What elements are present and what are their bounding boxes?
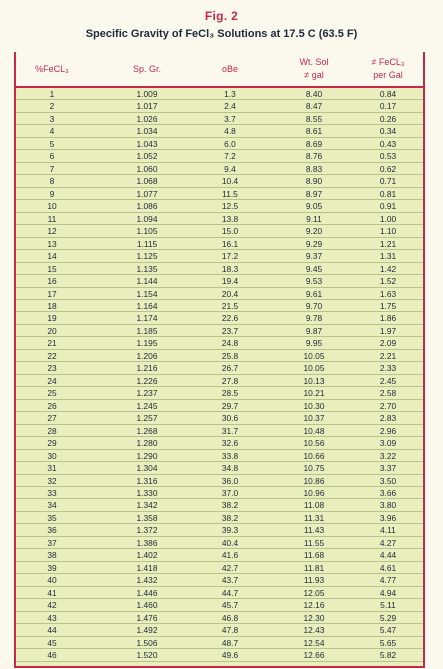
- table-row: [16, 200, 423, 212]
- cell-fecl3-per-gal: 0.53: [379, 151, 397, 162]
- table-row: [16, 225, 423, 237]
- cell-wt-sol: 8.76: [305, 151, 323, 162]
- data-table: [14, 52, 425, 668]
- cell-sp-gr: 1.174: [136, 313, 158, 324]
- cell-obe: 45.7: [221, 600, 239, 611]
- cell-fecl3-per-gal: 1.86: [379, 313, 397, 324]
- table-row: [16, 275, 423, 287]
- table-row: [16, 624, 423, 636]
- header-wt-sol: [284, 52, 344, 86]
- cell-sp-gr: 1.386: [136, 537, 158, 548]
- cell-fecl3: 3: [49, 113, 55, 124]
- table-row: [16, 649, 423, 661]
- cell-obe: 37.0: [221, 488, 239, 498]
- cell-wt-sol: 9.78: [305, 313, 323, 324]
- cell-wt-sol: 10.13: [303, 375, 325, 386]
- cell-sp-gr: 1.316: [136, 475, 158, 486]
- header-fecl3-label: %FeCL₃: [35, 64, 69, 74]
- table-row: [16, 387, 423, 399]
- cell-fecl3-per-gal: 5.82: [379, 650, 397, 661]
- cell-fecl3-per-gal: 4.44: [379, 550, 397, 561]
- cell-fecl3: 10: [47, 201, 57, 212]
- cell-obe: 46.8: [221, 612, 239, 623]
- cell-fecl3-per-gal: 1.63: [379, 288, 397, 299]
- table-row: [16, 163, 423, 175]
- cell-fecl3-per-gal: 2.83: [379, 413, 397, 424]
- table-row: [16, 574, 423, 586]
- table-row: [16, 637, 423, 649]
- cell-fecl3: 34: [47, 500, 57, 511]
- cell-wt-sol: 8.90: [305, 176, 323, 187]
- cell-fecl3-per-gal: 3.50: [379, 475, 397, 486]
- cell-fecl3-per-gal: 1.00: [379, 213, 397, 224]
- cell-fecl3: 22: [47, 350, 57, 361]
- cell-sp-gr: 1.492: [136, 625, 158, 636]
- cell-sp-gr: 1.402: [136, 550, 158, 561]
- cell-obe: 22.6: [221, 313, 239, 324]
- cell-fecl3: 9: [49, 188, 55, 199]
- cell-fecl3: 14: [47, 251, 57, 262]
- cell-wt-sol: 11.08: [303, 500, 325, 511]
- cell-obe: 23.7: [221, 325, 239, 336]
- cell-sp-gr: 1.237: [136, 388, 158, 399]
- cell-obe: 19.4: [221, 276, 239, 287]
- cell-sp-gr: 1.342: [136, 500, 158, 511]
- table-row: [16, 213, 423, 225]
- cell-fecl3-per-gal: 0.17: [379, 101, 397, 112]
- header-sp-gr-label: Sp. Gr.: [132, 64, 161, 74]
- cell-fecl3: 43: [47, 612, 57, 623]
- header-fecl3: [16, 52, 88, 86]
- cell-obe: 9.4: [224, 163, 236, 174]
- cell-fecl3-per-gal: 3.37: [379, 463, 397, 474]
- table-row: [16, 337, 423, 349]
- row-divider: [16, 661, 423, 662]
- cell-fecl3: 11: [47, 213, 57, 224]
- cell-obe: 24.8: [221, 338, 239, 349]
- cell-sp-gr: 1.216: [136, 363, 158, 374]
- cell-fecl3: 38: [47, 550, 57, 561]
- table-row: [16, 238, 423, 250]
- cell-sp-gr: 1.086: [136, 201, 158, 212]
- cell-obe: 31.7: [221, 425, 239, 436]
- cell-fecl3: 36: [47, 525, 57, 536]
- cell-fecl3: 41: [47, 587, 57, 598]
- table-row: [16, 300, 423, 312]
- cell-sp-gr: 1.418: [136, 562, 158, 573]
- table-row: [16, 250, 423, 262]
- cell-fecl3: 4: [49, 126, 55, 137]
- cell-wt-sol: 10.37: [303, 413, 325, 424]
- cell-obe: 25.8: [221, 350, 239, 361]
- cell-wt-sol: 10.21: [303, 388, 325, 399]
- cell-fecl3-per-gal: 2.21: [379, 350, 397, 361]
- cell-fecl3-per-gal: 0.26: [379, 113, 397, 124]
- cell-wt-sol: 11.68: [303, 550, 325, 561]
- cell-sp-gr: 1.372: [136, 525, 158, 536]
- table-row: [16, 113, 423, 125]
- cell-wt-sol: 9.29: [305, 238, 323, 249]
- cell-sp-gr: 1.280: [136, 438, 158, 449]
- table-row: [16, 350, 423, 362]
- cell-obe: 6.0: [224, 138, 236, 149]
- header-wt-sol-line1: Wt. Sol: [299, 57, 329, 67]
- cell-fecl3-per-gal: 0.34: [379, 126, 397, 137]
- cell-fecl3: 32: [47, 475, 57, 486]
- cell-wt-sol: 12.30: [303, 612, 325, 623]
- cell-wt-sol: 10.05: [303, 350, 325, 361]
- cell-fecl3: 28: [47, 425, 57, 436]
- cell-wt-sol: 9.87: [305, 325, 323, 336]
- cell-fecl3-per-gal: 1.21: [379, 238, 397, 249]
- table-row: [16, 587, 423, 599]
- table-row: [16, 462, 423, 474]
- cell-obe: 42.7: [221, 562, 239, 573]
- table-row: [16, 537, 423, 549]
- cell-fecl3-per-gal: 1.75: [379, 300, 397, 311]
- table-row: [16, 599, 423, 611]
- table-row: [16, 100, 423, 112]
- cell-sp-gr: 1.115: [136, 238, 158, 249]
- cell-obe: 17.2: [221, 251, 239, 262]
- cell-fecl3: 23: [47, 363, 57, 374]
- cell-fecl3: 27: [47, 413, 57, 424]
- cell-sp-gr: 1.077: [136, 188, 158, 199]
- cell-sp-gr: 1.060: [136, 163, 158, 174]
- cell-wt-sol: 8.97: [305, 188, 323, 199]
- cell-wt-sol: 9.37: [305, 251, 323, 262]
- cell-fecl3: 19: [47, 313, 57, 324]
- cell-obe: 34.8: [221, 463, 239, 474]
- cell-fecl3: 12: [47, 226, 57, 237]
- table-row: [16, 375, 423, 387]
- cell-fecl3: 5: [49, 138, 55, 149]
- cell-sp-gr: 1.358: [136, 512, 158, 523]
- table-row: [16, 88, 423, 100]
- header-fecl3-per-gal-line2: per Gal: [373, 70, 403, 80]
- cell-fecl3: 37: [47, 537, 57, 548]
- cell-obe: 26.7: [221, 363, 239, 374]
- cell-fecl3-per-gal: 3.80: [379, 500, 397, 511]
- table-row: [16, 450, 423, 462]
- table-row: [16, 175, 423, 187]
- cell-obe: 40.4: [221, 537, 239, 548]
- cell-fecl3: 26: [47, 400, 57, 411]
- cell-sp-gr: 1.268: [136, 425, 158, 436]
- cell-sp-gr: 1.304: [136, 463, 158, 474]
- cell-fecl3: 17: [47, 288, 57, 299]
- cell-fecl3: 15: [47, 263, 57, 274]
- cell-fecl3-per-gal: 2.96: [379, 425, 397, 436]
- cell-fecl3-per-gal: 4.27: [379, 537, 397, 548]
- cell-fecl3-per-gal: 3.96: [379, 512, 397, 523]
- table-row: [16, 512, 423, 524]
- cell-fecl3-per-gal: 2.70: [379, 400, 397, 411]
- header-fecl3-per-gal: [353, 52, 423, 86]
- cell-obe: 12.5: [221, 201, 239, 212]
- cell-fecl3-per-gal: 2.09: [379, 338, 397, 349]
- cell-sp-gr: 1.068: [136, 176, 158, 187]
- cell-obe: 18.3: [221, 263, 239, 274]
- cell-obe: 39.3: [221, 525, 239, 536]
- cell-wt-sol: 9.05: [305, 201, 323, 212]
- cell-wt-sol: 9.53: [305, 276, 323, 287]
- cell-wt-sol: 10.05: [303, 363, 325, 374]
- cell-wt-sol: 10.75: [303, 463, 325, 474]
- cell-fecl3: 39: [47, 562, 57, 573]
- cell-fecl3: 44: [47, 625, 57, 636]
- cell-fecl3: 42: [47, 600, 57, 611]
- cell-fecl3-per-gal: 4.77: [379, 575, 397, 586]
- cell-fecl3-per-gal: 0.62: [379, 163, 397, 174]
- header-wt-sol-line2: ≠ gal: [304, 70, 324, 80]
- cell-sp-gr: 1.135: [136, 263, 158, 274]
- cell-fecl3: 25: [47, 388, 57, 399]
- cell-obe: 10.4: [221, 176, 239, 187]
- cell-fecl3-per-gal: 1.52: [379, 276, 397, 287]
- cell-obe: 43.7: [221, 575, 239, 586]
- cell-wt-sol: 9.95: [305, 338, 323, 349]
- cell-sp-gr: 1.052: [136, 151, 158, 162]
- cell-fecl3: 29: [47, 438, 57, 449]
- cell-wt-sol: 10.96: [303, 488, 325, 498]
- cell-sp-gr: 1.094: [136, 213, 158, 224]
- cell-sp-gr: 1.476: [136, 612, 158, 623]
- cell-fecl3-per-gal: 4.61: [379, 562, 397, 573]
- cell-sp-gr: 1.257: [136, 413, 158, 424]
- cell-wt-sol: 12.54: [303, 637, 325, 648]
- cell-obe: 16.1: [221, 238, 239, 249]
- cell-sp-gr: 1.506: [136, 637, 158, 648]
- cell-wt-sol: 11.43: [303, 525, 325, 536]
- figure-label: Fig. 2: [204, 9, 239, 23]
- cell-wt-sol: 10.86: [303, 475, 325, 486]
- cell-wt-sol: 9.70: [305, 300, 323, 311]
- cell-sp-gr: 1.017: [136, 101, 158, 112]
- cell-fecl3: 33: [47, 488, 57, 498]
- cell-wt-sol: 9.45: [305, 263, 323, 274]
- cell-obe: 13.8: [221, 213, 239, 224]
- cell-sp-gr: 1.245: [136, 400, 158, 411]
- cell-obe: 41.6: [221, 550, 239, 561]
- cell-sp-gr: 1.290: [136, 450, 158, 461]
- cell-sp-gr: 1.206: [136, 350, 158, 361]
- cell-fecl3: 1: [49, 89, 55, 99]
- cell-fecl3: 40: [47, 575, 57, 586]
- cell-sp-gr: 1.026: [136, 113, 158, 124]
- cell-obe: 3.7: [224, 113, 236, 124]
- cell-fecl3: 18: [47, 300, 57, 311]
- table-row: [16, 612, 423, 624]
- cell-fecl3: 13: [47, 238, 57, 249]
- table-row: [16, 362, 423, 374]
- cell-wt-sol: 9.61: [305, 288, 323, 299]
- table-row: [16, 425, 423, 437]
- cell-fecl3-per-gal: 0.84: [379, 89, 397, 99]
- cell-obe: 21.5: [221, 300, 239, 311]
- cell-fecl3-per-gal: 5.11: [380, 600, 396, 611]
- figure-title: Specific Gravity of FeCl₃ Solutions at 17.5 C (63.5 F): [85, 28, 358, 40]
- cell-fecl3-per-gal: 0.81: [379, 188, 397, 199]
- cell-fecl3: 35: [47, 512, 57, 523]
- table-row: [16, 400, 423, 412]
- cell-wt-sol: 11.31: [303, 512, 325, 523]
- header-obe: [199, 52, 261, 86]
- cell-fecl3: 8: [49, 176, 55, 187]
- cell-fecl3-per-gal: 3.66: [379, 488, 397, 498]
- cell-fecl3-per-gal: 1.31: [379, 251, 397, 262]
- cell-wt-sol: 11.55: [303, 537, 325, 548]
- cell-wt-sol: 9.20: [305, 226, 323, 237]
- cell-obe: 7.2: [224, 151, 236, 162]
- cell-obe: 32.6: [221, 438, 239, 449]
- cell-obe: 29.7: [221, 400, 239, 411]
- cell-sp-gr: 1.520: [136, 650, 158, 661]
- table-row: [16, 288, 423, 300]
- table-row: [16, 263, 423, 275]
- cell-wt-sol: 12.66: [303, 650, 325, 661]
- cell-wt-sol: 8.40: [305, 89, 323, 99]
- cell-fecl3: 16: [47, 276, 57, 287]
- cell-wt-sol: 9.11: [306, 213, 322, 224]
- cell-fecl3: 2: [49, 101, 55, 112]
- cell-wt-sol: 11.81: [303, 562, 325, 573]
- cell-sp-gr: 1.164: [136, 300, 158, 311]
- cell-wt-sol: 10.30: [303, 400, 325, 411]
- cell-obe: 15.0: [221, 226, 239, 237]
- cell-fecl3: 30: [47, 450, 57, 461]
- cell-fecl3-per-gal: 1.97: [379, 325, 397, 336]
- cell-sp-gr: 1.125: [136, 251, 158, 262]
- cell-obe: 11.5: [222, 188, 238, 199]
- cell-fecl3-per-gal: 4.94: [379, 587, 397, 598]
- table-row: [16, 562, 423, 574]
- cell-wt-sol: 12.05: [303, 587, 325, 598]
- table-body: [16, 88, 423, 662]
- cell-fecl3-per-gal: 5.47: [379, 625, 397, 636]
- cell-sp-gr: 1.195: [136, 338, 158, 349]
- cell-fecl3-per-gal: 5.29: [379, 612, 397, 623]
- table-row: [16, 549, 423, 561]
- table-header: [16, 52, 423, 88]
- cell-fecl3-per-gal: 5.65: [379, 637, 397, 648]
- cell-wt-sol: 8.69: [305, 138, 323, 149]
- cell-fecl3: 46: [47, 650, 57, 661]
- cell-sp-gr: 1.105: [136, 226, 158, 237]
- cell-wt-sol: 8.55: [305, 113, 323, 124]
- cell-obe: 4.8: [224, 126, 236, 137]
- cell-obe: 38.2: [221, 512, 239, 523]
- cell-wt-sol: 11.93: [303, 575, 325, 586]
- cell-fecl3: 20: [47, 325, 57, 336]
- table-row: [16, 138, 423, 150]
- cell-sp-gr: 1.009: [136, 89, 158, 99]
- cell-fecl3-per-gal: 2.33: [379, 363, 397, 374]
- cell-sp-gr: 1.330: [136, 488, 158, 498]
- cell-obe: 30.6: [221, 413, 239, 424]
- cell-obe: 2.4: [224, 101, 236, 112]
- cell-wt-sol: 12.43: [303, 625, 325, 636]
- cell-wt-sol: 8.83: [305, 163, 323, 174]
- cell-obe: 47.8: [221, 625, 239, 636]
- cell-fecl3-per-gal: 1.10: [379, 226, 397, 237]
- cell-obe: 44.7: [221, 587, 239, 598]
- cell-obe: 27.8: [221, 375, 239, 386]
- table-row: [16, 188, 423, 200]
- cell-fecl3-per-gal: 1.42: [379, 263, 397, 274]
- table-row: [16, 524, 423, 536]
- cell-fecl3: 21: [47, 338, 57, 349]
- cell-fecl3-per-gal: 2.45: [379, 375, 397, 386]
- cell-obe: 38.2: [221, 500, 239, 511]
- cell-wt-sol: 10.66: [303, 450, 325, 461]
- cell-wt-sol: 12.16: [303, 600, 325, 611]
- cell-sp-gr: 1.432: [136, 575, 158, 586]
- cell-sp-gr: 1.043: [136, 138, 158, 149]
- header-obe-label: oBe: [221, 64, 238, 74]
- table-row: [16, 150, 423, 162]
- cell-obe: 1.3: [224, 89, 236, 99]
- cell-fecl3-per-gal: 3.22: [379, 450, 397, 461]
- cell-wt-sol: 8.61: [305, 126, 323, 137]
- table-row: [16, 475, 423, 487]
- cell-fecl3-per-gal: 0.91: [379, 201, 397, 212]
- table-row: [16, 312, 423, 324]
- cell-sp-gr: 1.034: [136, 126, 158, 137]
- cell-fecl3-per-gal: 0.43: [379, 138, 397, 149]
- cell-wt-sol: 10.48: [303, 425, 325, 436]
- table-row: [16, 437, 423, 449]
- header-sp-gr: [109, 52, 185, 86]
- cell-fecl3: 24: [47, 375, 57, 386]
- cell-obe: 33.8: [221, 450, 239, 461]
- cell-fecl3-per-gal: 0.71: [379, 176, 397, 187]
- cell-fecl3: 45: [47, 637, 57, 648]
- table-row: [16, 412, 423, 424]
- cell-sp-gr: 1.154: [136, 288, 158, 299]
- cell-fecl3-per-gal: 3.09: [379, 438, 397, 449]
- cell-fecl3: 31: [47, 463, 57, 474]
- cell-fecl3: 7: [49, 163, 55, 174]
- cell-sp-gr: 1.226: [136, 375, 158, 386]
- cell-obe: 49.6: [221, 650, 239, 661]
- cell-fecl3-per-gal: 2.58: [379, 388, 397, 399]
- table-row: [16, 325, 423, 337]
- cell-sp-gr: 1.446: [136, 587, 158, 598]
- cell-obe: 36.0: [221, 475, 239, 486]
- cell-obe: 20.4: [221, 288, 239, 299]
- header-fecl3-per-gal-line1: ≠ FeCL₃: [371, 57, 405, 67]
- cell-sp-gr: 1.144: [136, 276, 158, 287]
- cell-wt-sol: 10.56: [303, 438, 325, 449]
- cell-fecl3-per-gal: 4.11: [380, 525, 396, 536]
- table-row: [16, 487, 423, 499]
- cell-sp-gr: 1.460: [136, 600, 158, 611]
- table-row: [16, 499, 423, 511]
- cell-wt-sol: 8.47: [305, 101, 323, 112]
- cell-sp-gr: 1.185: [136, 325, 158, 336]
- cell-fecl3: 6: [49, 151, 55, 162]
- table-row: [16, 125, 423, 137]
- cell-obe: 48.7: [221, 637, 239, 648]
- cell-obe: 28.5: [221, 388, 239, 399]
